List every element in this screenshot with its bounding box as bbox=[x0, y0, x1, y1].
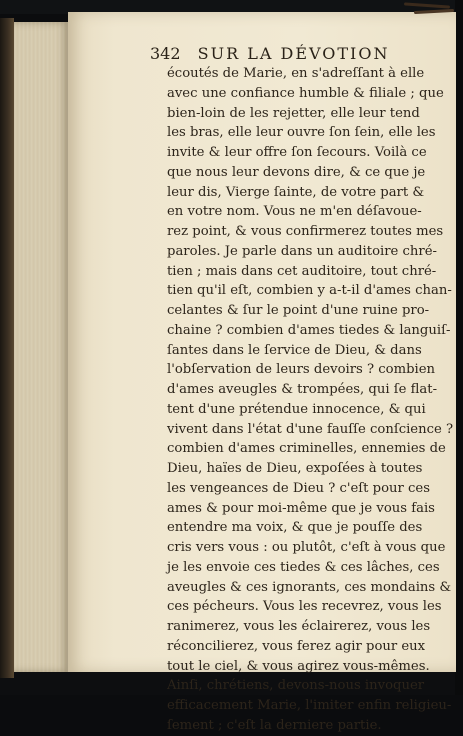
text-line: l'obſervation de leurs devoirs ? combien bbox=[167, 362, 436, 378]
text-line: celantes & ſur le point d'une ruine pro- bbox=[167, 303, 430, 318]
text-line: ſantes dans le ſervice de Dieu, & dans bbox=[167, 342, 422, 358]
text-line: ſement ; c'eſt la derniere partie. bbox=[167, 717, 382, 733]
text-line: ranimerez, vous les éclairerez, vous les bbox=[167, 619, 431, 634]
text-line: combien d'ames criminelles, ennemies de bbox=[167, 441, 446, 457]
text-line: réconcilierez, vous ferez agir pour eux bbox=[167, 638, 426, 654]
book-cover-edge bbox=[0, 18, 14, 678]
text-line: les bras, elle leur ouvre ſon ſein, elle les bbox=[167, 125, 436, 141]
text-line: leur dis, Vierge ſainte, de votre part & bbox=[167, 184, 425, 200]
text-line: ames & pour moi-même que je vous fais bbox=[167, 500, 435, 516]
text-line: écoutés de Marie, en s'adreſſant à elle bbox=[167, 66, 425, 81]
text-line: aveugles & ces ignorants, ces mondains & bbox=[167, 579, 452, 595]
text-line: efficacement Marie, l'imiter enfin religieu- bbox=[167, 698, 452, 713]
text-line: invite & leur offre ſon ſecours. Voilà ce bbox=[167, 145, 427, 160]
text-line: tent d'une prétendue innocence, & qui bbox=[167, 401, 426, 417]
text-line: chaine ? combien d'ames tiedes & languiſ- bbox=[167, 322, 451, 338]
page-number: 342 bbox=[150, 44, 181, 63]
text-line: que nous leur devons dire, & ce que je bbox=[167, 164, 426, 180]
running-header bbox=[150, 44, 390, 63]
page-edges bbox=[14, 22, 70, 672]
running-title: SUR LA DÉVOTION bbox=[197, 44, 390, 63]
text-line: avec une confiance humble & filiale ; que bbox=[167, 85, 444, 101]
text-line: rez point, & vous confirmerez toutes mes bbox=[167, 224, 444, 239]
text-line: Ainſi, chrétiens, devons-nous invoquer bbox=[167, 678, 425, 694]
text-line: Dieu, haïes de Dieu, expoſées à toutes bbox=[167, 461, 423, 476]
text-line: les vengeances de Dieu ? c'eſt pour ces bbox=[167, 480, 430, 496]
text-line: tout le ciel, & vous agirez vous-mêmes. bbox=[167, 658, 430, 674]
text-line: cris vers vous : ou plutôt, c'eſt à vous que bbox=[167, 540, 446, 555]
text-line: tien ; mais dans cet auditoire, tout chré- bbox=[167, 263, 437, 279]
text-line: bien-loin de les rejetter, elle leur tend bbox=[167, 105, 420, 121]
text-line: je les envoie ces tiedes & ces lâches, ces bbox=[167, 559, 440, 575]
text-line: vivent dans l'état d'une fauſſe conſcience ? bbox=[167, 421, 454, 437]
text-line: ces pécheurs. Vous les recevrez, vous les bbox=[167, 599, 442, 615]
text-line: tien qu'il eſt, combien y a-t-il d'ames chan- bbox=[167, 283, 452, 299]
background-right bbox=[455, 0, 463, 695]
text-line: en votre nom. Vous ne m'en déſavoue- bbox=[167, 204, 422, 220]
text-line: paroles. Je parle dans un auditoire chré- bbox=[167, 243, 437, 259]
text-line: entendre ma voix, & que je pouſſe des bbox=[167, 520, 423, 536]
body-text bbox=[167, 64, 454, 736]
text-line: d'ames aveugles & trompées, qui ſe flat- bbox=[167, 382, 438, 397]
